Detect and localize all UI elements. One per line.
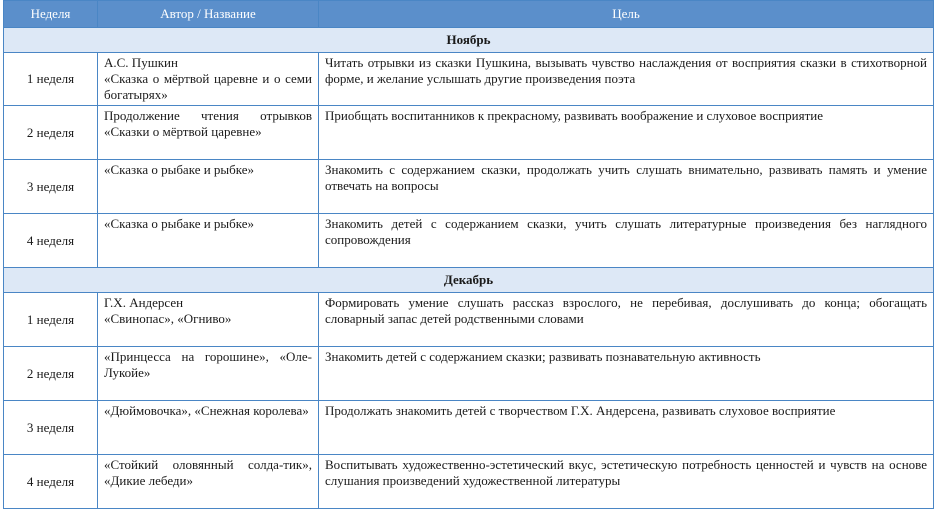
- work-title: Продолжение чтения отрывков «Сказки о мёртвой царевне»: [104, 108, 312, 139]
- month-title: Декабрь: [4, 268, 934, 293]
- table-row: [4, 347, 934, 401]
- table-row: [4, 214, 934, 268]
- week-cell: 1 неделя: [4, 53, 98, 106]
- goal-cell: Формировать умение слушать рассказ взрослого, не перебивая, дослушивать до конца; обогащать словарный запас детей родственными словами: [319, 293, 934, 347]
- author-name: Г.Х. Андерсен: [104, 295, 184, 310]
- author-cell: [98, 214, 319, 268]
- week-cell: 2 неделя: [4, 347, 98, 401]
- column-header-week: Неделя: [4, 1, 98, 28]
- author-name: А.С. Пушкин: [104, 55, 178, 70]
- table-header-row: [4, 1, 934, 28]
- goal-cell: Знакомить с содержанием сказки, продолжать учить слушать внимательно, развивать память и умение отвечать на вопросы: [319, 160, 934, 214]
- week-cell: 2 неделя: [4, 106, 98, 160]
- table-row: [4, 455, 934, 509]
- table-row: [4, 160, 934, 214]
- work-title: «Принцесса на горошине», «Оле-Лукойе»: [104, 349, 312, 380]
- month-title: Ноябрь: [4, 28, 934, 53]
- goal-cell: Приобщать воспитанников к прекрасному, развивать воображение и слуховое восприятие: [319, 106, 934, 160]
- work-title: «Сказка о рыбаке и рыбке»: [104, 162, 255, 177]
- table-row: [4, 53, 934, 106]
- table-row: [4, 401, 934, 455]
- author-cell: [98, 106, 319, 160]
- author-cell: [98, 160, 319, 214]
- month-row-november: [4, 28, 934, 53]
- work-title: «Стойкий оловянный солда-тик», «Дикие лебеди»: [104, 457, 312, 488]
- column-header-goal: Цель: [319, 1, 934, 28]
- goal-cell: Читать отрывки из сказки Пушкина, вызывать чувство наслаждения от восприятия сказки в стихотворной форме, и желание услышать другие произведения поэта: [319, 53, 934, 106]
- column-header-author: Автор / Название: [98, 1, 319, 28]
- goal-cell: Знакомить детей с содержанием сказки, учить слушать литературные произведения без наглядного сопровождения: [319, 214, 934, 268]
- month-row-december: [4, 268, 934, 293]
- work-title: «Дюймовочка», «Снежная королева»: [104, 403, 309, 418]
- work-title: «Сказка о мёртвой царевне и о семи богатырях»: [104, 71, 312, 102]
- week-cell: 4 неделя: [4, 455, 98, 509]
- reading-plan-table: [3, 0, 934, 509]
- week-cell: 1 неделя: [4, 293, 98, 347]
- author-cell: [98, 347, 319, 401]
- work-title: «Сказка о рыбаке и рыбке»: [104, 216, 255, 231]
- week-cell: 3 неделя: [4, 401, 98, 455]
- goal-cell: Знакомить детей с содержанием сказки; развивать познавательную активность: [319, 347, 934, 401]
- goal-cell: Воспитывать художественно-эстетический вкус, эстетическую потребность ценностей и чувств на основе слушания произведений художественной литературы: [319, 455, 934, 509]
- table-row: [4, 106, 934, 160]
- author-cell: [98, 293, 319, 347]
- work-title: «Свинопас», «Огниво»: [104, 311, 232, 326]
- author-cell: [98, 455, 319, 509]
- table-row: [4, 293, 934, 347]
- author-cell: [98, 401, 319, 455]
- goal-cell: Продолжать знакомить детей с творчеством Г.Х. Андерсена, развивать слуховое восприятие: [319, 401, 934, 455]
- author-cell: [98, 53, 319, 106]
- week-cell: 4 неделя: [4, 214, 98, 268]
- week-cell: 3 неделя: [4, 160, 98, 214]
